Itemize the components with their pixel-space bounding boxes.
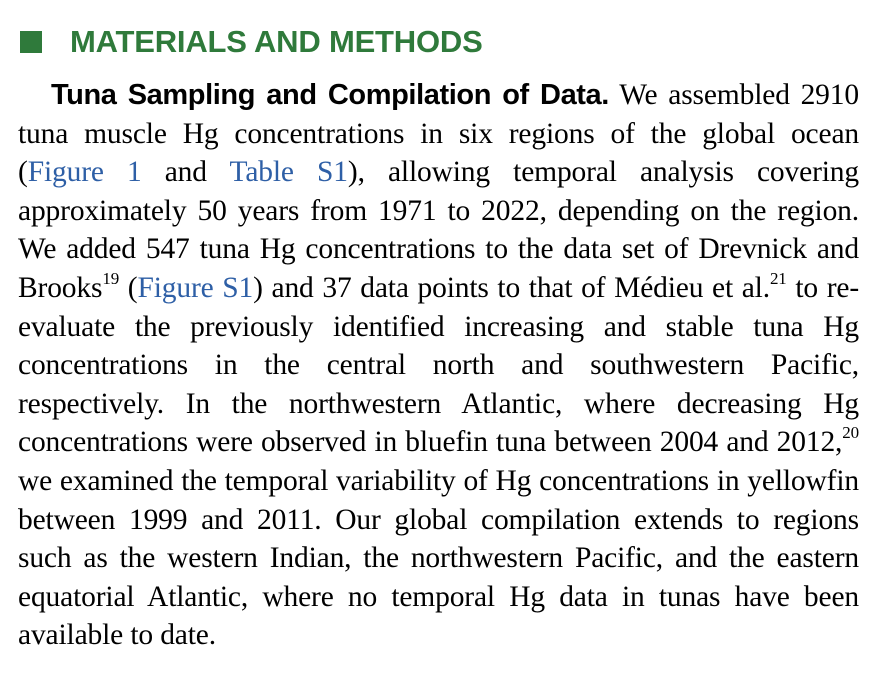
text-run: We assembled 2910 tuna muscle Hg concentrations in six regions of the global ocean ( <box>18 79 859 189</box>
table-s1-link[interactable]: Table S1 <box>229 156 348 189</box>
reference-19-link[interactable]: 19 <box>102 268 120 288</box>
figure-s1-link[interactable]: Figure S1 <box>137 271 254 304</box>
reference-20-link[interactable]: 20 <box>842 423 859 443</box>
reference-21-link[interactable]: 21 <box>769 268 787 288</box>
section-heading <box>20 24 483 60</box>
figure-1-link[interactable]: Figure 1 <box>27 156 142 189</box>
paragraph-subheading: Tuna Sampling and Compilation of Data. <box>51 79 609 111</box>
body-paragraph <box>18 76 859 655</box>
text-run: ) and 37 data points to that of Médieu et al. <box>253 271 770 304</box>
text-run: ), allowing temporal analysis covering approximately 50 years from 1971 to 2022, depending on the region. We added 547 tuna Hg concentrations to the data set of Drevnick and Brooks <box>18 156 859 304</box>
section-heading-text: MATERIALS AND METHODS <box>70 24 483 59</box>
section-square-marker <box>20 31 42 53</box>
text-run: to re-evaluate the previously identified increasing and stable tuna Hg concentrations in the central north and southwestern Pacific, respectively. In the northwestern Atlantic, where decreasing Hg concentrations were observed in bluefin tuna between 2004 and 2012, <box>18 271 860 459</box>
text-run: ( <box>119 271 138 304</box>
text-run: and <box>141 156 230 189</box>
text-run: we examined the temporal variability of Hg concentrations in yellowfin between 1999 and 2011. Our global compilation extends to regions such as the western Indian, the northwestern Pacific, and the eastern equatorial Atlantic, where no temporal Hg data in tunas have been available to date. <box>18 464 859 652</box>
